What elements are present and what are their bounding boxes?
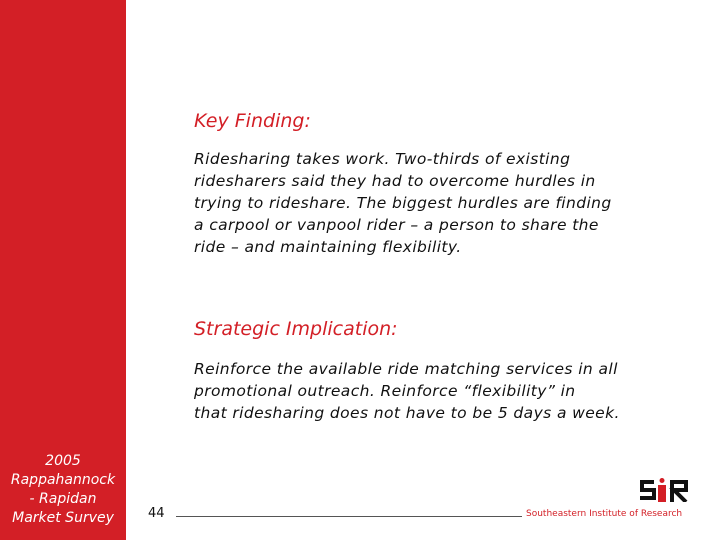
strategic-implication-text xyxy=(194,358,694,424)
survey-caption-line: 2005 xyxy=(45,453,81,469)
text-line: trying to rideshare. The biggest hurdles are finding xyxy=(194,194,612,212)
text-line: that ridesharing does not have to be 5 days a week. xyxy=(194,404,620,422)
text-line: ride – and maintaining flexibility. xyxy=(194,238,462,256)
survey-caption-line: - Rapidan xyxy=(29,491,97,507)
key-finding-text xyxy=(194,148,694,258)
sidebar xyxy=(0,0,126,540)
survey-caption xyxy=(0,452,126,528)
text-line: a carpool or vanpool rider – a person to share the xyxy=(194,216,599,234)
strategic-implication-heading: Strategic Implication: xyxy=(194,318,398,340)
text-line: Reinforce the available ride matching services in all xyxy=(194,360,618,378)
footer-divider xyxy=(176,516,522,517)
survey-caption-line: Market Survey xyxy=(12,510,114,526)
page-number: 44 xyxy=(148,506,165,521)
sir-logo-icon xyxy=(638,478,690,506)
text-line: Ridesharing takes work. Two-thirds of existing xyxy=(194,150,571,168)
organization-name: Southeastern Institute of Research xyxy=(526,509,683,519)
survey-caption-line: Rappahannock xyxy=(10,472,116,488)
key-finding-heading: Key Finding: xyxy=(194,110,311,132)
text-line: promotional outreach. Reinforce “flexibility” in xyxy=(194,382,576,400)
text-line: ridesharers said they had to overcome hurdles in xyxy=(194,172,596,190)
